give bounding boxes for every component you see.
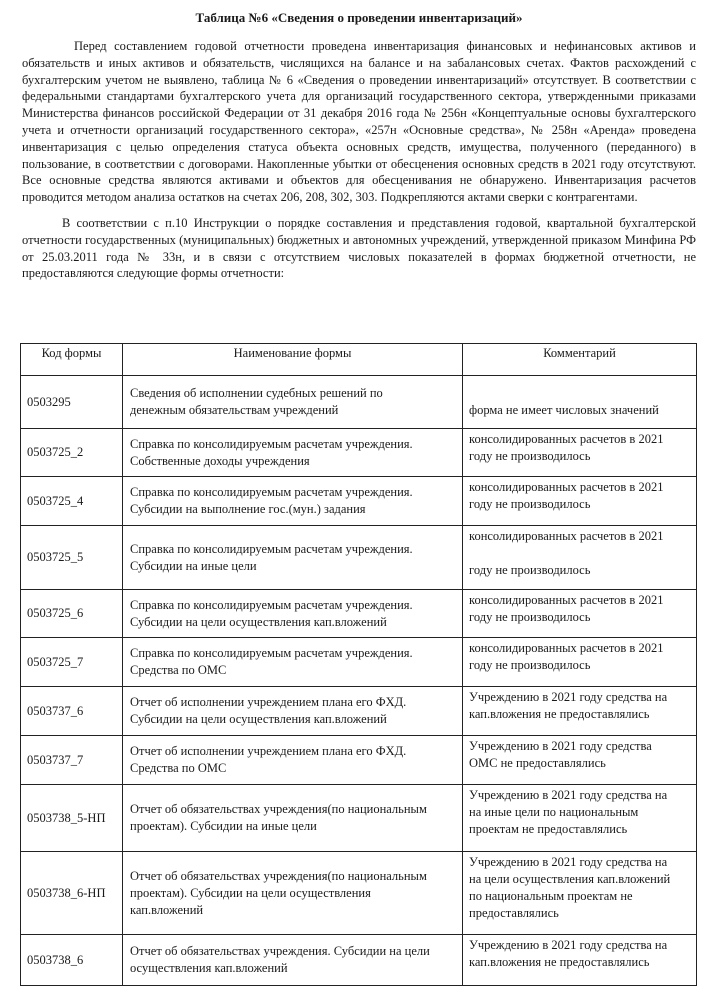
table-row [21,590,697,638]
comment-line: кап.вложения не предоставлялись [469,707,650,721]
header-form-name: Наименование формы [123,344,463,376]
comment-line: году не производилось [469,563,591,577]
comment-line: консолидированных расчетов в 2021 [469,593,664,607]
form-code-cell: 0503738_6 [21,935,123,986]
header-comment: Комментарий [463,344,697,376]
comment-line: году не производилось [469,497,591,511]
form-code-cell: 0503725_7 [21,638,123,687]
form-name-line: Справка по консолидируемым расчетам учреждения. [130,541,413,556]
comment-cell [463,477,697,526]
forms-table [20,343,697,986]
comment-cell [463,736,697,785]
form-name-line: Средства по ОМС [130,663,227,677]
document-title: Таблица №6 «Сведения о проведении инвентаризаций» [195,10,523,25]
comment-cell [463,376,697,429]
comment-line: Учреждению в 2021 году средства на [469,690,668,704]
comment-cell [463,429,697,477]
comment-cell [463,638,697,687]
table-row [21,638,697,687]
form-name-cell [123,687,463,736]
comment-line: консолидированных расчетов в 2021 [469,641,664,655]
table-row [21,935,697,986]
form-name-cell [123,852,463,935]
form-name-line: Сведения об исполнении судебных решений по [130,386,383,400]
form-code-cell: 0503725_4 [21,477,123,526]
form-name-line: Справка по консолидируемым расчетам учреждения. [130,436,413,451]
comment-line: консолидированных расчетов в 2021 [469,480,664,494]
form-code-cell: 0503295 [21,376,123,429]
comment-line: на иные цели по национальным [469,805,639,819]
form-code-cell: 0503725_6 [21,590,123,638]
comment-cell [463,785,697,852]
form-name-cell [123,785,463,852]
table-row [21,429,697,477]
form-name-line: Субсидии на выполнение гос.(мун.) задания [130,502,366,516]
form-name-line: проектам). Субсидии на цели осуществления [130,885,371,900]
form-name-line: Отчет об обязательствах учреждения. Субсидии на цели [130,944,430,958]
comment-cell [463,590,697,638]
comment-line: Учреждению в 2021 году средства на [469,938,668,952]
paragraph-instruction: В соответствии с п.10 Инструкции о порядке составления и представления годовой, квартальной бухгалтерской отчетности государственных (муниципальных) бюджетных и автономных учреждений, утвержденной приказом Минфина РФ от 25.03.2011 года № 33н, и в связи с отсутствием числовых показателей в формах бюджетной отчетности, не предоставляются следующие формы отчетности: [22,215,696,281]
comment-line: ОМС не предоставлялись [469,756,606,770]
form-name-line: Отчет об исполнении учреждением плана его ФХД. [130,744,407,758]
form-name-line: Справка по консолидируемым расчетам учреждения. [130,485,413,499]
form-code-cell: 0503737_6 [21,687,123,736]
form-name-line: Субсидии на иные цели [130,558,257,573]
form-name-line: проектам). Субсидии на иные цели [130,819,317,833]
comment-cell [463,852,697,935]
form-name-cell [123,736,463,785]
form-code-cell: 0503725_5 [21,526,123,590]
form-code-cell: 0503738_5-НП [21,785,123,852]
form-code-cell: 0503725_2 [21,429,123,477]
comment-line [469,545,690,562]
form-name-line: Собственные доходы учреждения [130,453,310,468]
form-name-line: денежным обязательствам учреждений [130,403,339,417]
header-form-code: Код формы [21,344,123,376]
form-code-cell: 0503738_6-НП [21,852,123,935]
comment-line: проектам не предоставлялись [469,822,628,836]
form-name-cell [123,477,463,526]
comment-line: на цели осуществления кап.вложений [469,872,671,886]
table-header-row [21,344,697,376]
form-name-cell [123,590,463,638]
comment-line: году не производилось [469,658,591,672]
comment-line: форма не имеет числовых значений [469,403,659,417]
form-name-cell [123,935,463,986]
form-name-cell [123,429,463,477]
form-name-line: Субсидии на цели осуществления кап.вложений [130,712,387,726]
form-name-line: Отчет об исполнении учреждением плана его ФХД. [130,695,407,709]
form-name-line: Справка по консолидируемым расчетам учреждения. [130,597,413,612]
comment-cell [463,935,697,986]
form-name-cell [123,376,463,429]
comment-line: Учреждению в 2021 году средства на [469,855,668,869]
table-row [21,477,697,526]
table-row [21,376,697,429]
table-row [21,687,697,736]
comment-line [469,385,690,402]
comment-line: консолидированных расчетов в 2021 [469,432,664,446]
comment-line: году не производилось [469,610,591,624]
table-row [21,526,697,590]
form-name-line: Отчет об обязательствах учреждения(по национальным [130,868,427,883]
form-name-line: Отчет об обязательствах учреждения(по национальным [130,802,427,816]
comment-line: году не производилось [469,449,591,463]
table-row [21,785,697,852]
comment-cell [463,687,697,736]
form-name-line: Субсидии на цели осуществления кап.вложений [130,614,387,629]
form-name-line: Справка по консолидируемым расчетам учреждения. [130,646,413,660]
form-name-line: кап.вложений [130,902,204,917]
paragraph-inventory: Перед составлением годовой отчетности проведена инвентаризация финансовых и нефинансовых активов и обязательств и иных активов и обязательств, числящихся на балансе и на забалансовых счетах. Фактов расхождений с бухгалтерским учетом не выявлено, таблица № 6 «Сведения о проведении инвентаризаций» отсутствует. В соответствии с федеральными стандартами бухгалтерского учета для организаций государственного сектора, утвержденными приказами Министерства финансов российской Федерации от 31 декабря 2016 года № 256н «Концептуальные основы бухгалтерского учета и отчетности организаций государственного сектора», «257н «Основные средства», № 258н «Аренда» проведена инвентаризация с целью определения статуса объекта основных средств, имущества, полученного (переданного) в пользование, в соответствии с договорами. Накопленные убытки от обесценения основных средств в 2021 году отсутствуют. Все основные средства являются активами и объектов для обесценивания не обнаружено. Инвентаризация расчетов проводится методом анализа остатков на счетах 206, 208, 302, 303. Подкрепляются актами сверки с контрагентами. [22,39,696,205]
table-row [21,736,697,785]
comment-line: предоставлялись [469,906,559,920]
comment-line: кап.вложения не предоставлялись [469,955,650,969]
comment-line: консолидированных расчетов в 2021 [469,529,664,543]
comment-cell [463,526,697,590]
form-code-cell: 0503737_7 [21,736,123,785]
table-row [21,852,697,935]
form-name-line: осуществления кап.вложений [130,961,288,975]
document-page [0,10,714,998]
form-name-line: Средства по ОМС [130,761,227,775]
comment-line: по национальным проектам не [469,889,633,903]
form-name-cell [123,638,463,687]
form-name-cell [123,526,463,590]
comment-line: Учреждению в 2021 году средства [469,739,652,753]
comment-line: Учреждению в 2021 году средства на [469,788,668,802]
